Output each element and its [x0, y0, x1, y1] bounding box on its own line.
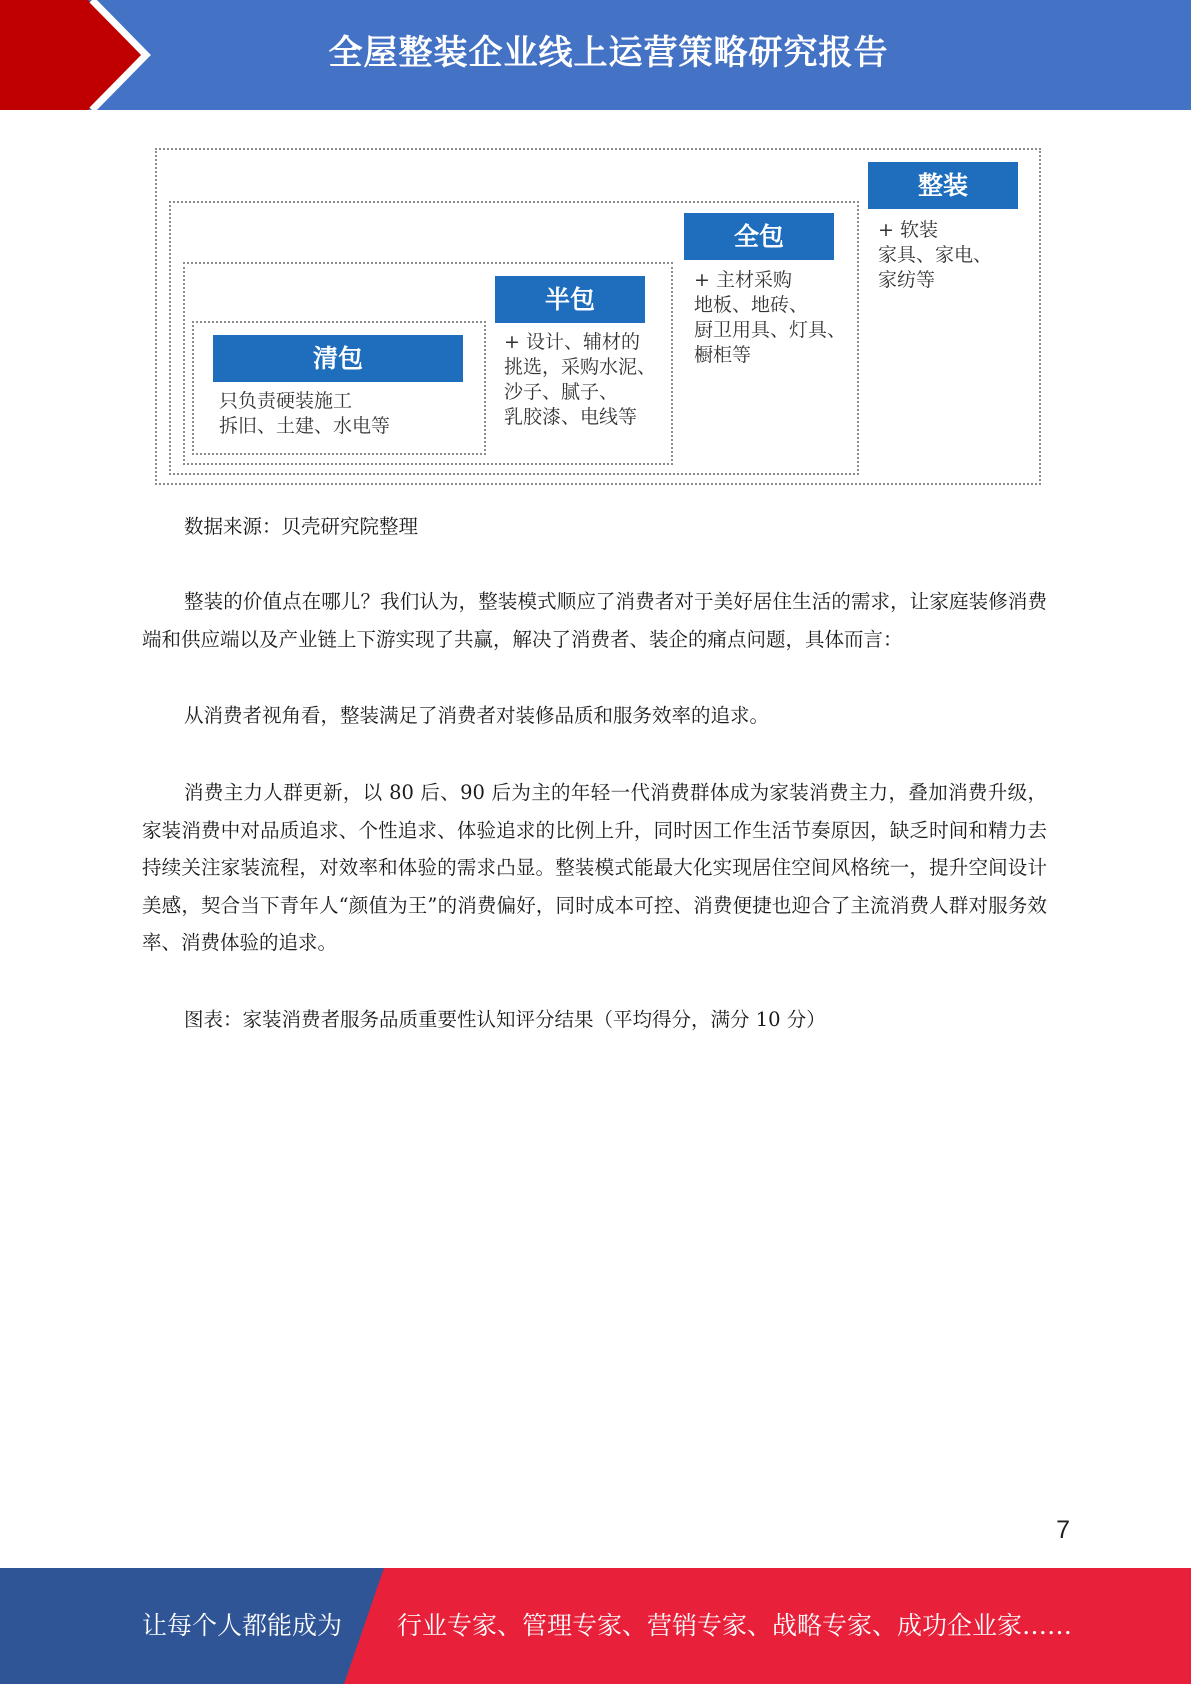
tier-desc-line: 地板、地砖、 — [694, 294, 809, 316]
tier-desc-line: 乳胶漆、电线等 — [504, 406, 638, 428]
tier-desc-line: 家纺等 — [878, 269, 936, 291]
tier-desc-line: + 主材采购 — [694, 269, 792, 291]
figure-caption: 图表：家装消费者服务品质重要性认知评分结果（平均得分，满分 10 分） — [184, 1008, 826, 1031]
tier-desc-line: 挑选，采购水泥、 — [504, 356, 657, 378]
footer-slogan-left: 让每个人都能成为 — [142, 1611, 343, 1640]
tier-desc-line: 厨卫用具、灯具、 — [694, 319, 847, 341]
tier-desc-line: + 设计、辅材的 — [504, 331, 640, 353]
tier-desc-line: + 软装 — [878, 219, 938, 241]
tier-label-qingbao: 清包 — [213, 335, 463, 382]
body-paragraph: 整装的价值点在哪儿？我们认为，整装模式顺应了消费者对于美好居住生活的需求，让家庭装修消费端和供应端以及产业链上下游实现了共赢，解决了消费者、装企的痛点问题，具体而言： — [142, 590, 1047, 651]
tier-desc-line: 橱柜等 — [694, 344, 752, 366]
tier-desc-banbao — [504, 330, 656, 430]
tier-desc-line: 拆旧、土建、水电等 — [219, 415, 391, 437]
tier-label-zhengzhuang: 整装 — [868, 162, 1018, 209]
footer-slogan-right: 行业专家、管理专家、营销专家、战略专家、成功企业家…… — [397, 1611, 1073, 1640]
tier-desc-line: 只负责硬装施工 — [219, 390, 353, 412]
diagram-source: 数据来源：贝壳研究院整理 — [184, 515, 419, 538]
body-paragraph: 消费主力人群更新，以 80 后、90 后为主的年轻一代消费群体成为家装消费主力，叠加消费升级，家装消费中对品质追求、个性追求、体验追求的比例上升，同时因工作生活节奏原因，缺乏时间和精力去持续关注家装流程，对效率和体验的需求凸显。整装模式能最大化实现居住空间风格统一，提升空间设计美感，契合当下青年人“颜值为王”的消费偏好，同时成本可控、消费便捷也迎合了主流消费人群对服务效率、消费体验的追求。 — [142, 781, 1047, 954]
tier-desc-zhengzhuang — [878, 218, 992, 293]
tier-label-quanbao: 全包 — [684, 213, 834, 260]
page-number: 7 — [1056, 1516, 1070, 1544]
service-tier-diagram — [0, 0, 1191, 500]
tier-desc-line: 沙子、腻子、 — [504, 381, 619, 403]
report-title: 全屋整装企业线上运营策略研究报告 — [328, 33, 889, 73]
body-paragraph: 从消费者视角看，整装满足了消费者对装修品质和服务效率的追求。 — [184, 704, 770, 727]
tier-label-banbao: 半包 — [495, 276, 645, 323]
tier-desc-line: 家具、家电、 — [878, 244, 993, 266]
tier-desc-quanbao — [694, 268, 846, 368]
tier-desc-qingbao — [219, 389, 390, 439]
page-footer — [0, 1568, 1191, 1684]
